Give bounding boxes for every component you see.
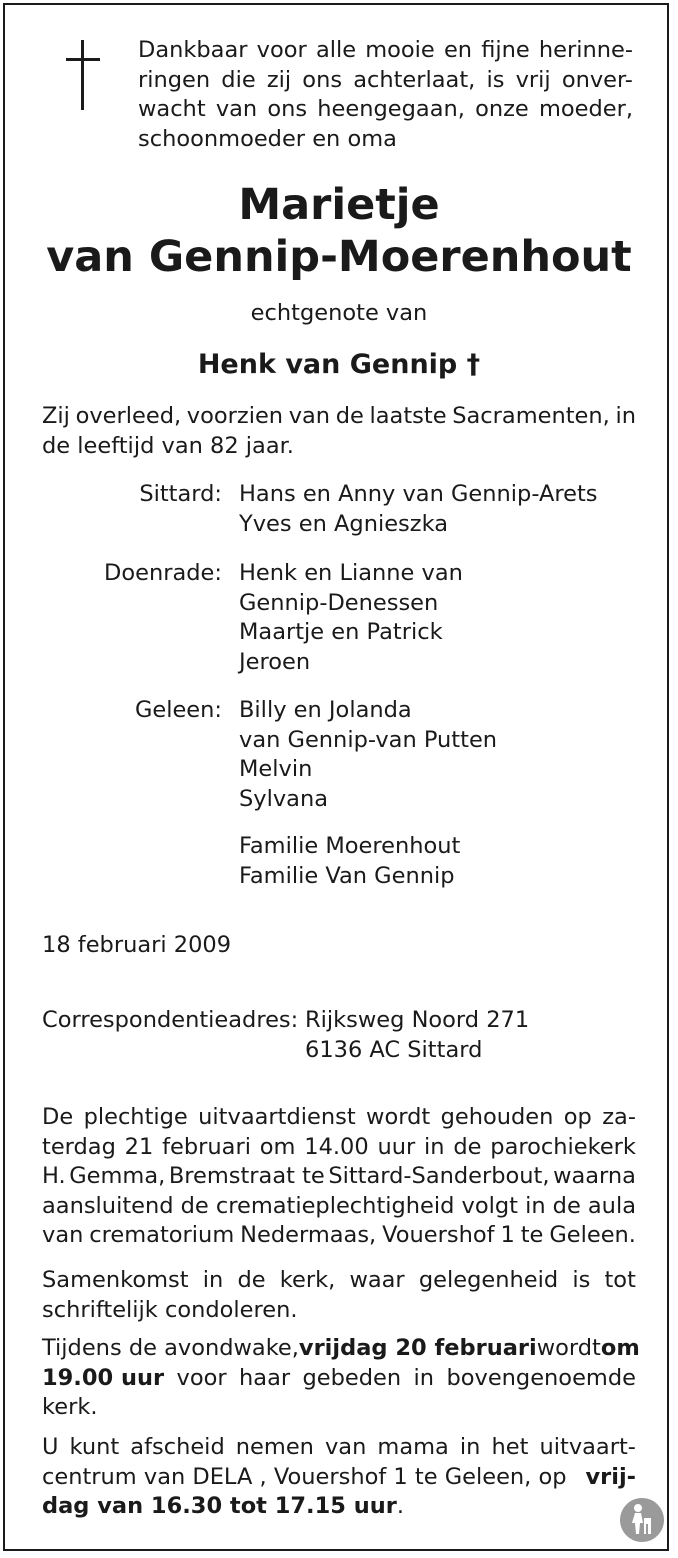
vigil-word: haar xyxy=(239,1364,291,1391)
service-word: za- xyxy=(602,1104,636,1130)
vigil-text: kerk. xyxy=(42,1394,98,1420)
deceased-first-name: Marietje xyxy=(238,180,440,230)
family-line: van Gennip-van Putten xyxy=(239,726,498,753)
intro-word: alle xyxy=(315,37,357,63)
service-word: van xyxy=(42,1222,84,1248)
death-word: Zij xyxy=(42,403,70,429)
intro-word: fijne xyxy=(481,37,530,63)
gathering-word: in xyxy=(202,1267,224,1293)
spouse-label: echtgenote van xyxy=(250,300,428,326)
intro-word: Dankbaar xyxy=(138,37,248,63)
service-word: in xyxy=(525,1192,546,1219)
notice-date: 18 februari 2009 xyxy=(42,932,232,958)
service-word: crematieplechtigheid xyxy=(215,1192,455,1219)
gathering-word: is xyxy=(572,1267,591,1293)
death-word: overleed, xyxy=(75,403,182,429)
vigil-word: gebeden xyxy=(302,1364,402,1391)
service-word: H. xyxy=(42,1163,66,1189)
intro-word: voor xyxy=(256,37,307,63)
service-word: Nedermaas, xyxy=(240,1222,377,1248)
farewell-word: mama xyxy=(377,1434,449,1460)
farewell-word: kunt xyxy=(69,1434,120,1460)
intro-word: schoonmoeder en oma xyxy=(138,125,397,152)
deceased-full-name: van Gennip-Moerenhout xyxy=(46,232,632,282)
spouse-name: Henk van Gennip † xyxy=(197,349,481,380)
intro-word: moeder, xyxy=(538,96,633,122)
service-word: volgt xyxy=(461,1192,518,1219)
service-word: crematorium xyxy=(89,1222,235,1248)
vigil-word: voor xyxy=(176,1364,227,1391)
farewell-word: U xyxy=(42,1434,59,1460)
intro-word: ringen xyxy=(138,66,211,93)
vigil-text: wordt xyxy=(536,1335,601,1361)
intro-word: herinne- xyxy=(538,37,633,63)
family-line: Hans en Anny van Gennip-Arets xyxy=(239,481,598,507)
gathering-word: gelegenheid xyxy=(418,1267,559,1293)
vigil-paragraph xyxy=(42,1334,640,1423)
family-line: Sylvana xyxy=(239,785,329,812)
service-word: de xyxy=(180,1192,209,1219)
family-line: Gennip-Denessen xyxy=(239,589,439,616)
service-word: Gemma, xyxy=(69,1163,166,1189)
intro-word: onver- xyxy=(561,66,633,93)
gathering-word: de xyxy=(237,1267,266,1293)
farewell-paragraph xyxy=(42,1433,636,1522)
death-word: laatste xyxy=(369,403,447,429)
intro-word: vrij xyxy=(515,66,551,93)
gathering-word: kerk, xyxy=(279,1267,336,1293)
service-word: gehouden xyxy=(440,1104,554,1130)
vigil-word: bovengenoemde xyxy=(446,1364,636,1391)
service-word: de xyxy=(453,1133,482,1160)
correspondence-street: Rijksweg Noord 271 xyxy=(305,1007,530,1033)
family-line: Familie Van Gennip xyxy=(239,862,455,889)
death-word: de leeftijd van 82 jaar. xyxy=(42,432,294,459)
family-line: Melvin xyxy=(239,756,313,782)
family-place-doenrade: Doenrade: xyxy=(104,560,222,586)
service-word: in xyxy=(424,1133,445,1160)
intro-word: zij xyxy=(266,66,292,93)
intro-word: ons xyxy=(302,66,343,93)
service-word: uur xyxy=(377,1133,416,1160)
death-word: in xyxy=(615,403,636,429)
service-word: aansluitend xyxy=(42,1192,174,1219)
vigil-time: om xyxy=(600,1335,640,1361)
farewell-time: dag van 16.30 tot 17.15 uur xyxy=(42,1493,397,1519)
vigil-text: Tijdens de avondwake, xyxy=(42,1335,299,1361)
family-line: Henk en Lianne van xyxy=(239,560,463,586)
intro-word: van xyxy=(215,96,258,122)
service-word: op xyxy=(563,1104,592,1130)
service-word: wordt xyxy=(366,1104,431,1130)
service-word: 14.00 xyxy=(304,1133,369,1160)
service-word: De xyxy=(42,1104,74,1130)
gathering-word: schriftelijk condoleren. xyxy=(42,1296,298,1323)
farewell-word: afscheid xyxy=(130,1434,225,1460)
farewell-word: van xyxy=(324,1434,367,1460)
intro-word: die xyxy=(221,66,256,93)
family-line: Maartje en Patrick xyxy=(239,619,443,645)
service-word: 21 xyxy=(124,1133,154,1160)
service-word: aula xyxy=(587,1192,636,1219)
farewell-day: vrij- xyxy=(585,1463,636,1490)
farewell-text: . xyxy=(396,1493,405,1519)
memorial-figure-logo-icon xyxy=(618,1496,666,1544)
death-paragraph xyxy=(42,402,636,461)
intro-word: is xyxy=(486,66,505,93)
family-line: Familie Moerenhout xyxy=(239,833,461,859)
service-word: parochiekerk xyxy=(490,1133,636,1160)
vigil-time: 19.00 uur xyxy=(42,1364,165,1391)
intro-word: onze xyxy=(475,96,529,122)
death-word: van xyxy=(288,403,331,429)
death-word: voorzien xyxy=(186,403,284,429)
service-word: 1 xyxy=(500,1222,515,1248)
family-place-geleen: Geleen: xyxy=(134,697,222,723)
service-word: om xyxy=(259,1133,296,1160)
service-paragraph xyxy=(42,1103,636,1251)
death-word: Sacramenten, xyxy=(452,403,610,429)
correspondence-label: Correspondentieadres: xyxy=(42,1007,299,1033)
intro-word: mooie xyxy=(365,37,435,63)
intro-word: ons xyxy=(267,96,308,122)
intro-word: wacht xyxy=(138,96,206,122)
service-word: Bremstraat te xyxy=(168,1163,325,1189)
service-word: terdag xyxy=(42,1133,116,1160)
service-word: Sittard-Sanderbout, xyxy=(328,1163,550,1189)
service-word: plechtige xyxy=(83,1104,188,1130)
farewell-text: centrum van DELA , Vouershof 1 te Geleen, op xyxy=(42,1463,567,1490)
service-word: uitvaartdienst xyxy=(198,1104,356,1130)
gathering-paragraph xyxy=(42,1266,636,1325)
cross-icon xyxy=(66,40,100,110)
gathering-word: tot xyxy=(604,1267,636,1293)
family-line: Billy en Jolanda xyxy=(239,697,412,723)
family-place-sittard: Sittard: xyxy=(139,481,222,507)
intro-paragraph xyxy=(138,36,633,154)
correspondence-city: 6136 AC Sittard xyxy=(305,1036,483,1063)
family-line: Yves en Agnieszka xyxy=(239,510,449,537)
intro-word: en xyxy=(443,37,473,63)
farewell-word: uitvaart- xyxy=(539,1434,636,1460)
farewell-word: in xyxy=(459,1434,481,1460)
service-word: Vouershof xyxy=(382,1222,495,1248)
service-word: te xyxy=(520,1222,544,1248)
gathering-word: Samenkomst xyxy=(42,1267,189,1293)
intro-word: achterlaat, xyxy=(353,66,476,93)
death-word: de xyxy=(335,403,364,429)
family-line: Jeroen xyxy=(239,648,311,675)
gathering-word: waar xyxy=(349,1267,405,1293)
intro-word: heengegaan, xyxy=(317,96,465,122)
service-word: de xyxy=(552,1192,581,1219)
vigil-word: in xyxy=(413,1364,435,1391)
service-word: Geleen. xyxy=(549,1222,636,1248)
service-word: waarna xyxy=(553,1163,636,1189)
service-word: februari xyxy=(162,1133,251,1160)
farewell-word: het xyxy=(491,1434,529,1460)
vigil-date: vrijdag 20 februari xyxy=(298,1335,537,1361)
farewell-word: nemen xyxy=(235,1434,314,1460)
